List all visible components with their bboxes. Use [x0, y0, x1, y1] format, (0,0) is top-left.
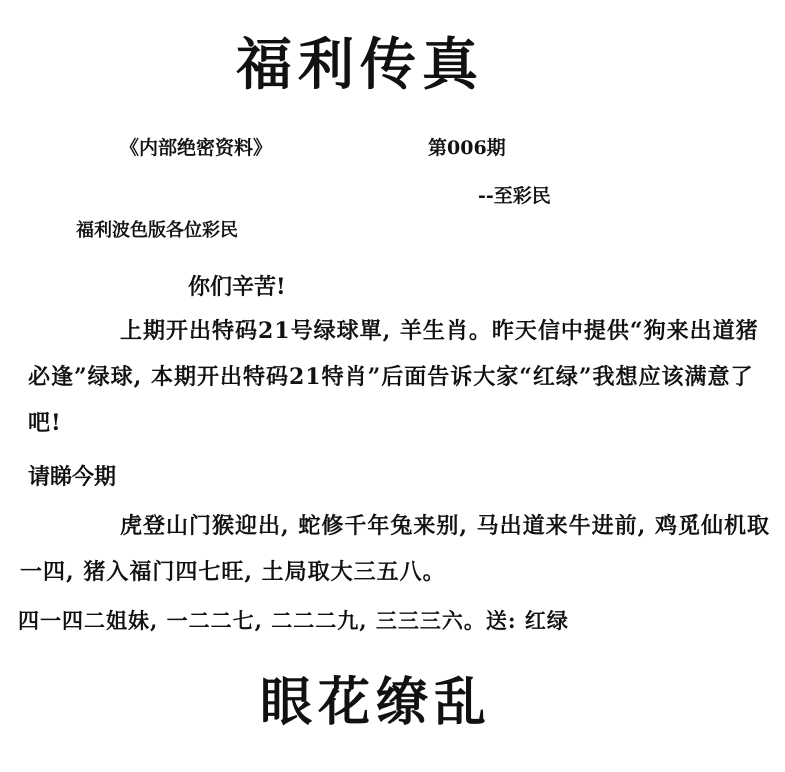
closing-line: 四一四二姐妹, 一二二七, 二二二九, 三三三六。送: 红绿 — [18, 608, 569, 633]
request-line: 请睇今期 — [28, 464, 117, 490]
footer-title: 眼花缭乱 — [260, 672, 493, 733]
body-paragraph: 上期开出特码21号绿球單, 羊生肖。昨天信中提供“狗来出道猪必逢”绿球, 本期开出特码21特肖”后面告诉大家“红绿”我想应该满意了吧! — [28, 318, 759, 436]
signature-line: --至彩民 — [478, 185, 551, 207]
recipient-line: 福利波色版各位彩民 — [76, 220, 238, 241]
greeting-line: 你们辛苦! — [188, 274, 286, 300]
document-title: 福利传真 — [236, 32, 484, 98]
document-subtitle: 《内部绝密资料》 — [120, 137, 273, 159]
issue-number: 第006期 — [428, 137, 506, 159]
verse-paragraph: 虎登山门猴迎出, 蛇修千年兔来别, 马出道来牛进前, 鸡觅仙机取一四, 猪入福门四七旺, 土局取大三五八。 — [20, 513, 770, 585]
